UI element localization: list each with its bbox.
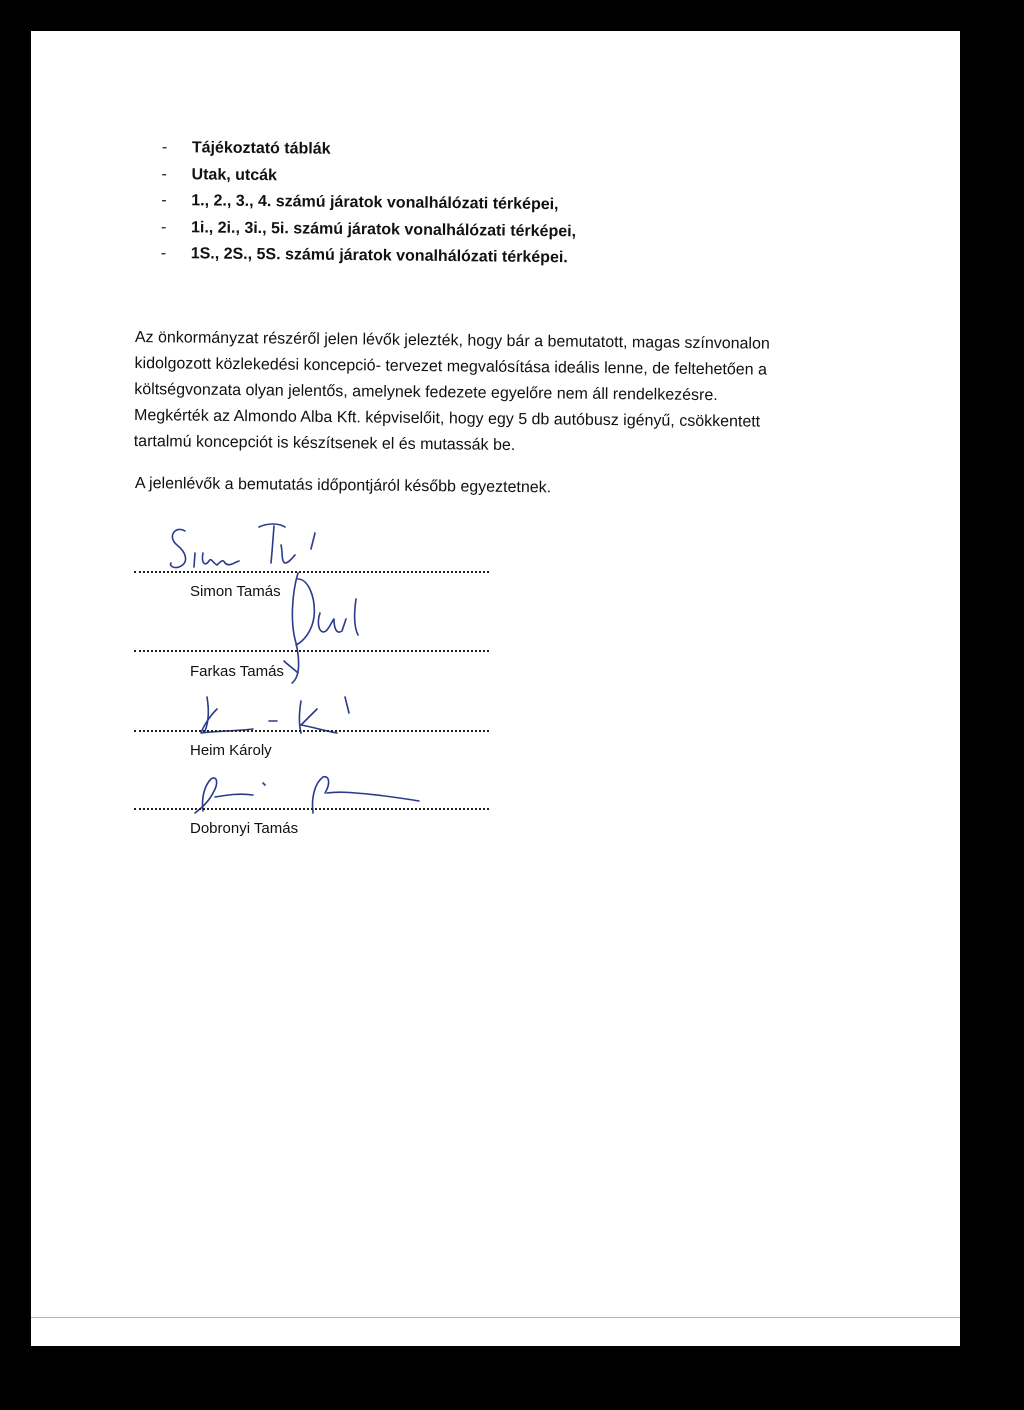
signatory-name: Farkas Tamás (190, 663, 284, 680)
signature-line (134, 730, 489, 732)
closing-sentence: A jelenlévők a bemutatás időpontjáról később egyeztetnek. (134, 474, 552, 497)
signature-farkas (274, 569, 384, 689)
signature-heim (197, 691, 357, 741)
list-item-text: 1S., 2S., 5S. számú járatok vonalhálózati térképei. (190, 245, 568, 267)
list-item-text: Tájékoztató táblák (191, 139, 331, 158)
signatory-name: Simon Tamás (190, 583, 281, 600)
paragraph-line: kidolgozott közlekedési koncepció- tervezet megvalósítása ideális lenne, de feltehetően a (134, 354, 768, 379)
bullet-dash: - (161, 191, 167, 210)
bullet-dash: - (161, 138, 168, 157)
paragraph-line: Megkérték az Almondo Alba Kft. képviselőit, hogy egy 5 db autóbusz igényű, csökkentett (133, 406, 761, 431)
paragraph-line: költségvonzata olyan jelentős, amelynek fedezete egyelőre nem áll rendelkezésre. (134, 380, 718, 405)
bullet-dash: - (161, 165, 168, 183)
paragraph-line: tartalmú koncepciót is készítsenek el és mutassák be. (133, 432, 516, 454)
bullet-dash: - (160, 218, 167, 236)
document-page (31, 31, 960, 1346)
list-item (161, 241, 576, 272)
signature-line (134, 808, 489, 810)
signature-dobronyi (181, 769, 431, 819)
signature-line (134, 650, 489, 652)
list-item-text: 1., 2., 3., 4. számú járatok vonalhálózati térképei, (191, 192, 559, 214)
list-item (161, 188, 576, 219)
signatory-name: Dobronyi Tamás (190, 820, 299, 837)
bullet-dash: - (160, 244, 167, 263)
list-item-text: Utak, utcák (191, 165, 278, 184)
signatory-name: Heim Károly (190, 742, 272, 759)
bullet-list (161, 135, 577, 272)
body-paragraph (134, 325, 835, 462)
page-bottom-rule (31, 1317, 960, 1318)
list-item-text: 1i., 2i., 3i., 5i. számú járatok vonalhálózati térképei, (190, 218, 577, 240)
list-item (162, 135, 577, 166)
paragraph-line: Az önkormányzat részéről jelen lévők jelezték, hogy bár a bemutatott, magas színvonalon (134, 328, 770, 353)
